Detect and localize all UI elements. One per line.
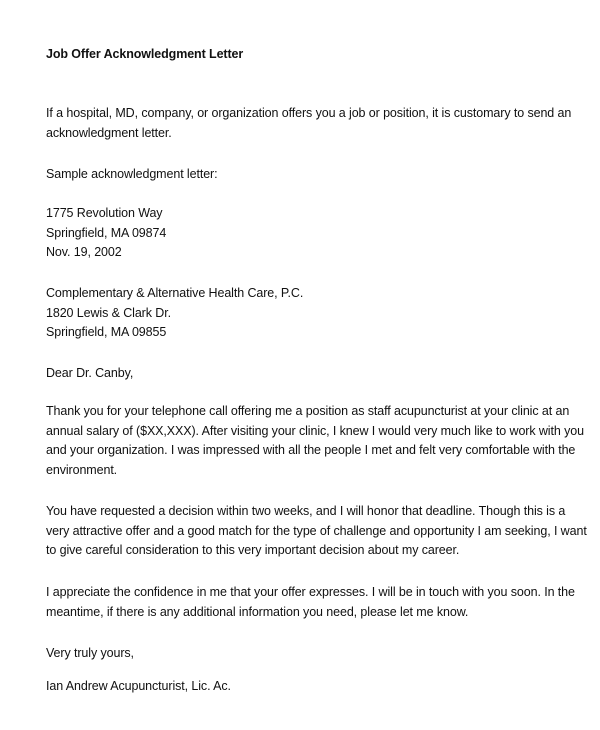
sample-label-text: Sample acknowledgment letter: (46, 167, 218, 181)
signature-text: Ian Andrew Acupuncturist, Lic. Ac. (46, 679, 231, 693)
closing (46, 644, 556, 664)
body-paragraph-3 (46, 583, 575, 622)
sender-city: Springfield, MA 09874 (46, 225, 167, 240)
intro-paragraph (46, 104, 572, 143)
body-line: environment. (46, 462, 118, 477)
body-line: I appreciate the confidence in me that your offer expresses. I will be in touch with you soon. In the (46, 585, 575, 599)
salutation-text: Dear Dr. Canby, (46, 366, 134, 380)
document-title: Job Offer Acknowledgment Letter (46, 47, 244, 61)
closing-text: Very truly yours, (46, 646, 134, 660)
signature (46, 677, 556, 697)
intro-line: If a hospital, MD, company, or organization offers you a job or position, it is customary to send an (46, 106, 572, 120)
body-paragraph-1 (46, 402, 584, 480)
body-line: to give careful consideration to this very important decision about my career. (46, 543, 460, 557)
intro-line: acknowledgment letter. (46, 125, 172, 140)
salutation (46, 364, 556, 384)
body-line: Thank you for your telephone call offering me a position as staff acupuncturist at your clinic at an (46, 404, 570, 418)
sender-address (46, 204, 556, 263)
body-line: You have requested a decision within two weeks, and I will honor that deadline. Though this is a (46, 504, 566, 518)
sender-street: 1775 Revolution Way (46, 206, 163, 220)
recipient-city: Springfield, MA 09855 (46, 325, 167, 339)
sample-label (46, 165, 556, 185)
body-line: meantime, if there is any additional information you need, please let me know. (46, 604, 469, 619)
letter-date: Nov. 19, 2002 (46, 245, 122, 259)
body-line: annual salary of ($XX,XXX). After visiting your clinic, I knew I would very much like to work with you (46, 423, 584, 438)
recipient-street: 1820 Lewis & Clark Dr. (46, 305, 171, 320)
recipient-name: Complementary & Alternative Health Care, P.C. (46, 286, 304, 300)
recipient-address (46, 284, 556, 343)
body-paragraph-2 (46, 502, 587, 561)
body-line: and your organization. I was impressed with all the people I met and felt very comfortable with the (46, 443, 576, 457)
body-line: very attractive offer and a good match for the type of challenge and opportunity I am seeking, I want (46, 523, 587, 538)
